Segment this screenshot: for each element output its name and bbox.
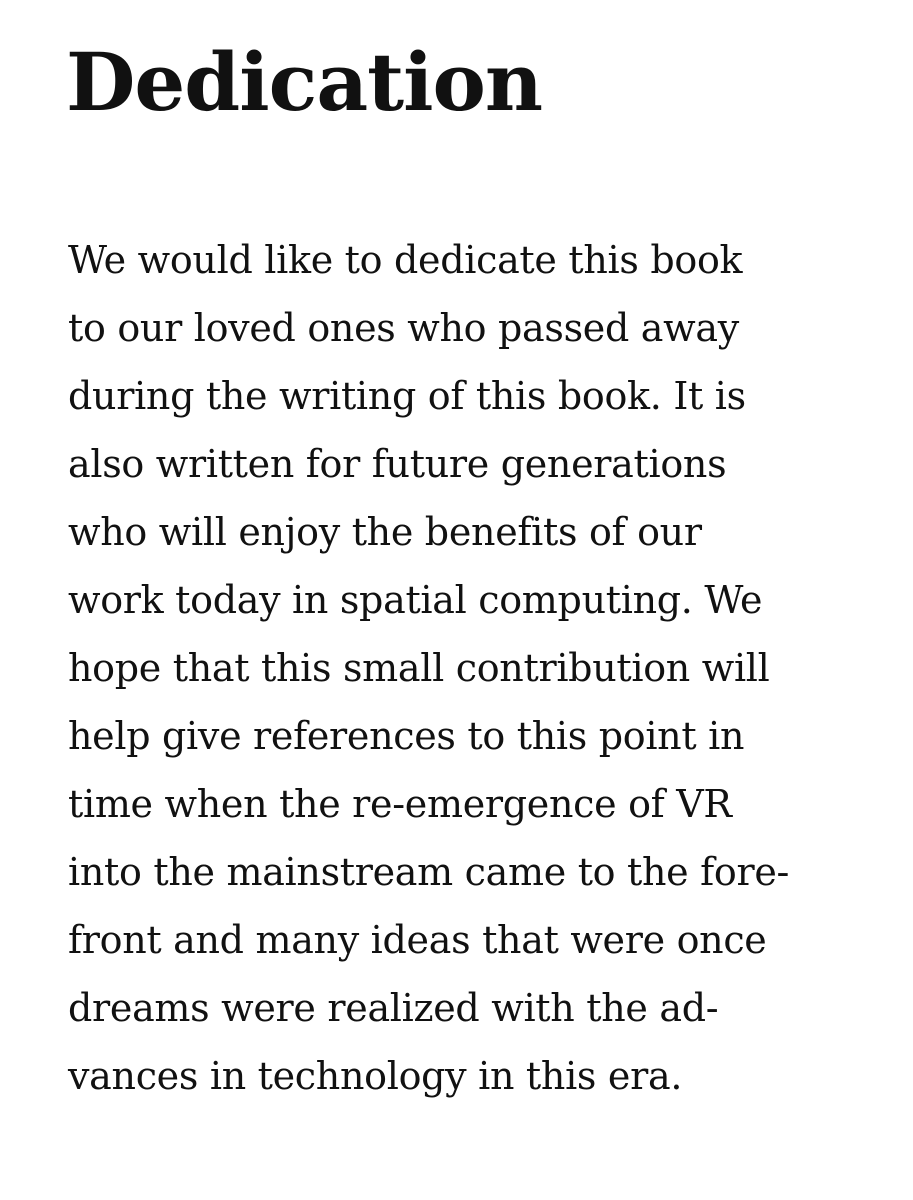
paragraph-line: into the mainstream came to the fore-	[68, 850, 790, 894]
dedication-paragraph	[68, 226, 898, 1110]
paragraph-line: front and many ideas that were once	[68, 918, 767, 962]
paragraph-line: vances in technology in this era.	[68, 1054, 683, 1098]
page-title: Dedication	[66, 35, 543, 129]
paragraph-line: to our loved ones who passed away	[68, 306, 739, 350]
paragraph-line: time when the re-emergence of VR	[68, 782, 732, 826]
paragraph-line: help give references to this point in	[68, 714, 745, 758]
paragraph-line: We would like to dedicate this book	[68, 238, 743, 282]
paragraph-line: during the writing of this book. It is	[68, 374, 746, 418]
paragraph-line: hope that this small contribution will	[68, 646, 770, 690]
paragraph-line: dreams were realized with the ad-	[68, 986, 719, 1030]
paragraph-line: work today in spatial computing. We	[68, 578, 763, 622]
paragraph-line: also written for future generations	[68, 442, 727, 486]
paragraph-line: who will enjoy the benefits of our	[68, 510, 702, 554]
